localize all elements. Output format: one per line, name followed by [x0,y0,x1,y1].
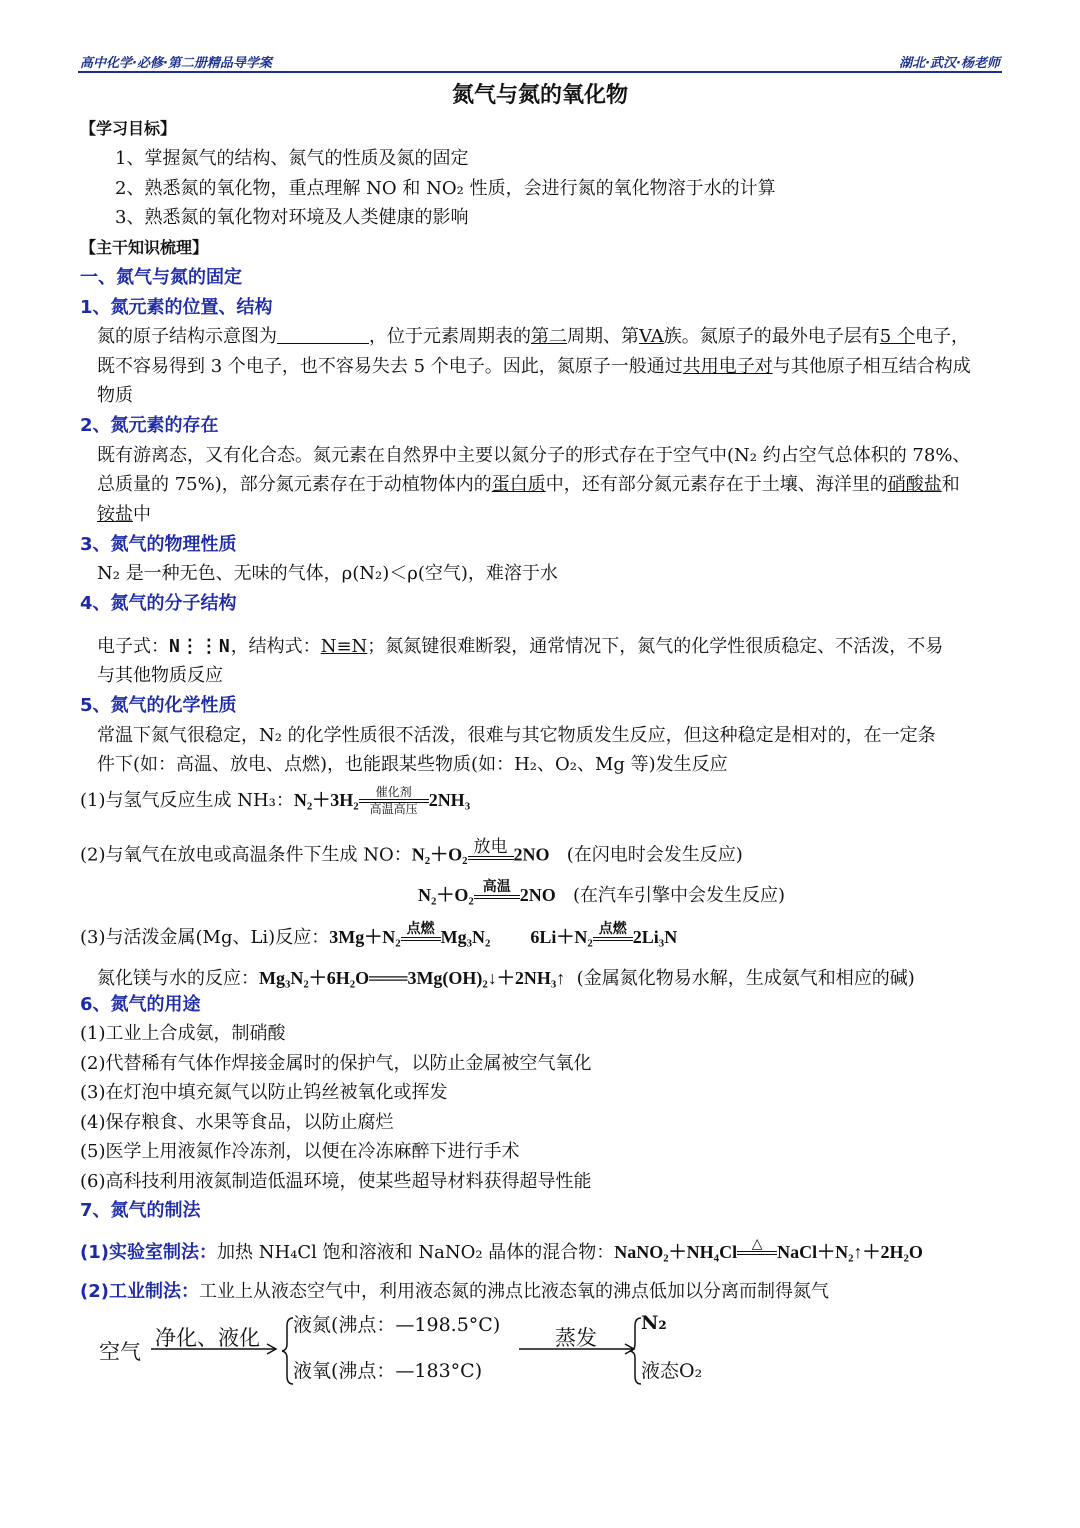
s6-heading: 6、氮气的用途 [80,994,201,1015]
s2-line3: 铵盐中 [97,504,151,525]
reaction-mg3n2-water: 氮化镁与水的反应：Mg₃N₂＋6H₂O═══3Mg(OH)₂↓＋2NH₃↑ (金属氮化物易水解，生成氨气和相应的碱) [97,968,915,989]
s4-heading: 4、氮气的分子结构 [80,593,237,614]
separation-flowchart [95,1310,795,1390]
flow-arrow-2 [519,1342,639,1356]
use-item: (1)工业上合成氨，制硝酸 [80,1023,286,1044]
s1-line3: 物质 [97,385,133,406]
s4-line2: 与其他物质反应 [97,665,223,686]
s3-heading: 3、氮气的物理性质 [80,534,237,555]
flow-arrow-1 [151,1342,281,1356]
s1-heading: 1、氮元素的位置、结构 [80,297,273,318]
industrial-method: (2)工业制法：工业上从液态空气中，利用液态氮的沸点比液态氧的沸点低加以分离而制得氮气 [80,1281,829,1302]
knowledge-heading: 【主干知识梳理】 [80,238,209,257]
s2-line2: 总质量的 75%)，部分氮元素存在于动植物体内的蛋白质中，还有部分氮元素存在于土壤、海洋里的硝酸盐和 [97,474,960,495]
reaction-metal: (3)与活泼金属(Mg、Li)反应：3Mg＋N₂ 点燃 Mg₃N₂ 6Li＋N₂ 点燃 2Li₃N [80,922,677,954]
header-divider [78,71,1002,73]
flow-step2: 蒸发 [555,1326,597,1350]
s2-line1: 既有游离态，又有化合态。氮元素在自然界中主要以氮分子的形式存在于空气中(N₂ 约占空气总体积的 78%、 [97,445,971,466]
condition-arrow: 点燃 [401,922,441,954]
flow-liquid-o2-final: 液态O₂ [641,1360,703,1382]
s1-line2: 既不容易得到 3 个电子，也不容易失去 5 个电子。因此，氮原子一般通过共用电子对与其他原子相互结合构成 [97,356,971,377]
use-item: (2)代替稀有气体作焊接金属时的保护气，以防止金属被空气氧化 [80,1053,592,1074]
header-left: 高中化学·必修·第二册精品导学案 [80,56,272,71]
s5-line1: 常温下氮气很稳定，N₂ 的化学性质很不活泼，很难与其它物质发生反应，但这种稳定是相对的，在一定条 [97,725,936,746]
fill-blank[interactable] [277,325,369,344]
reaction-no-discharge: (2)与氧气在放电或高温条件下生成 NO：N₂＋O₂ 放电 2NO (在闪电时会发生反应) [80,838,743,873]
use-item: (5)医学上用液氮作冷冻剂，以便在冷冻麻醉下进行手术 [80,1141,520,1162]
s7-heading: 7、氮气的制法 [80,1200,201,1221]
use-item: (4)保存粮食、水果等食品，以防止腐烂 [80,1112,394,1133]
condition-arrow: 高温 [474,880,520,912]
s2-heading: 2、氮元素的存在 [80,415,219,436]
condition-arrow: 催化剂 高温高压 [359,786,429,816]
goal-item: 3、熟悉氮的氧化物对环境及人类健康的影响 [115,207,469,228]
flow-step1: 净化、液化 [155,1326,260,1350]
s4-line1: 电子式：N⋮⋮N，结构式：N≡N；氮氮键很难断裂，通常情况下，氮气的化学性很质稳定、不活泼，不易 [97,636,944,657]
flow-liquid-o2: 液氧(沸点：—183°C) [293,1360,483,1382]
electron-formula: N⋮⋮N [169,636,231,657]
use-item: (6)高科技利用液氮制造低温环境，使某些超导材料获得超导性能 [80,1171,592,1192]
condition-arrow: △ [737,1238,777,1268]
reaction-nh3: (1)与氢气反应生成 NH₃：N₂＋3H₂ 催化剂 高温高压 2NH₃ [80,785,471,816]
condition-arrow: 点燃 [593,922,633,954]
reaction-no-heat: N₂＋O₂ 高温 2NO (在汽车引擎中会发生反应) [418,880,785,912]
header-right: 湖北·武汉·杨老师 [899,56,1000,71]
s5-heading: 5、氮气的化学性质 [80,695,237,716]
s3-line1: N₂ 是一种无色、无味的气体，ρ(N₂)＜ρ(空气)，难溶于水 [97,563,558,584]
s5-line2: 件下(如：高温、放电、点燃)，也能跟某些物质(如：H₂、O₂、Mg 等)发生反应 [97,754,728,775]
goals-heading: 【学习目标】 [80,119,177,138]
flow-n2: N₂ [641,1312,667,1334]
condition-arrow: 放电 [468,838,514,873]
s1-line1: 氮的原子结构示意图为 ，位于元素周期表的第二周期、第VA族。氮原子的最外电子层有5 个电子， [97,326,969,347]
goal-item: 2、熟悉氮的氧化物，重点理解 NO 和 NO₂ 性质，会进行氮的氧化物溶于水的计算 [115,178,776,199]
flow-air: 空气 [99,1340,141,1364]
lab-method: (1)实验室制法：加热 NH₄Cl 饱和溶液和 NaNO₂ 晶体的混合物：NaNO₂＋NH₄Cl △ NaCl＋N₂↑＋2H₂O [80,1238,923,1268]
use-item: (3)在灯泡中填充氮气以防止钨丝被氧化或挥发 [80,1082,448,1103]
flow-liquid-n2: 液氮(沸点：—198.5°C) [293,1314,501,1336]
part1-heading: 一、氮气与氮的固定 [80,267,242,288]
goal-item: 1、掌握氮气的结构、氮气的性质及氮的固定 [115,148,469,169]
page-title: 氮气与氮的氧化物 [451,83,628,108]
